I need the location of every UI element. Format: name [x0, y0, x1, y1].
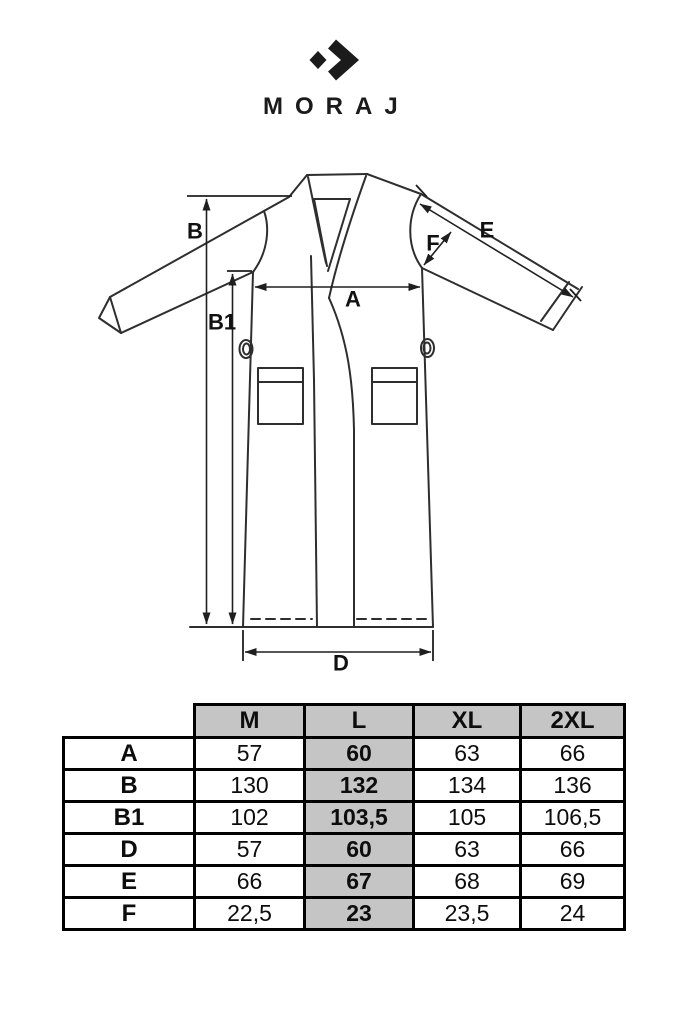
value-f-m: 22,5: [195, 898, 305, 930]
value-f-xl: 23,5: [414, 898, 521, 930]
size-col-header-l: L: [305, 705, 414, 738]
row-label-d: D: [64, 834, 195, 866]
logo-chevron: [332, 44, 350, 76]
dimension-label-B: B: [187, 218, 203, 244]
table-row: [64, 834, 625, 866]
right-pocket-outline: [372, 368, 417, 424]
value-e-m: 66: [195, 866, 305, 898]
value-d-2xl: 66: [521, 834, 625, 866]
right-armhole-curve: [410, 194, 422, 268]
dimension-label-D: D: [333, 650, 349, 676]
size-table-blank-corner: [64, 705, 195, 738]
body-left-edge: [243, 272, 253, 627]
logo-diamond: [310, 51, 327, 69]
value-b1-xl: 105: [414, 802, 521, 834]
value-b1-2xl: 106,5: [521, 802, 625, 834]
table-row: [64, 866, 625, 898]
value-d-xl: 63: [414, 834, 521, 866]
value-a-2xl: 66: [521, 738, 625, 770]
brand-name: MORAJ: [263, 93, 410, 120]
value-b1-l: 103,5: [305, 802, 414, 834]
table-row: [64, 898, 625, 930]
collar-fold-left: [308, 177, 326, 263]
value-b-m: 130: [195, 770, 305, 802]
dimension-line-E: [420, 204, 573, 297]
left-belt-loop: [240, 340, 253, 358]
size-table-header-row: [64, 705, 625, 738]
row-label-e: E: [64, 866, 195, 898]
value-b-xl: 134: [414, 770, 521, 802]
row-label-b1: B1: [64, 802, 195, 834]
right-sleeve-bottom-edge: [422, 268, 553, 330]
front-edge-left: [311, 256, 317, 627]
value-b-l: 132: [305, 770, 414, 802]
dimension-label-E: E: [479, 217, 495, 243]
value-a-xl: 63: [414, 738, 521, 770]
row-label-a: A: [64, 738, 195, 770]
left-shoulder-seam: [289, 175, 307, 197]
brand-chevron-icon: [310, 44, 351, 76]
left-armhole-curve: [253, 211, 267, 272]
value-a-m: 57: [195, 738, 305, 770]
size-col-header-xl: XL: [414, 705, 521, 738]
right-shoulder-seam: [367, 174, 421, 194]
table-row: [64, 770, 625, 802]
value-f-l: 23: [305, 898, 414, 930]
size-col-header-m: M: [195, 705, 305, 738]
row-label-f: F: [64, 898, 195, 930]
right-belt-loop: [421, 339, 434, 357]
right-sleeve-top-edge: [421, 194, 578, 289]
right-cuff-seam: [541, 282, 569, 321]
value-d-m: 57: [195, 834, 305, 866]
value-e-l: 67: [305, 866, 414, 898]
collar-top-edge: [307, 174, 367, 175]
value-d-l: 60: [305, 834, 414, 866]
left-pocket: [258, 368, 303, 424]
dimension-label-B1: B1: [207, 309, 237, 335]
left-cuff-end: [99, 297, 121, 333]
left-belt-loop-inner: [243, 344, 250, 355]
value-e-2xl: 69: [521, 866, 625, 898]
row-label-b: B: [64, 770, 195, 802]
table-row: [64, 738, 625, 770]
value-b-2xl: 136: [521, 770, 625, 802]
value-e-xl: 68: [414, 866, 521, 898]
value-b1-m: 102: [195, 802, 305, 834]
value-a-l: 60: [305, 738, 414, 770]
size-col-header-2xl: 2XL: [521, 705, 625, 738]
robe-outline: [99, 174, 582, 627]
left-sleeve-top-edge: [110, 197, 289, 297]
dimension-label-F: F: [426, 230, 440, 256]
size-table: [62, 703, 626, 931]
table-row: [64, 802, 625, 834]
dimension-label-A: A: [345, 286, 361, 312]
right-pocket: [372, 368, 417, 424]
collar-fold-right: [329, 176, 366, 298]
left-pocket-outline: [258, 368, 303, 424]
value-f-2xl: 24: [521, 898, 625, 930]
body-right-edge: [422, 268, 433, 627]
front-edge-right: [329, 298, 354, 627]
